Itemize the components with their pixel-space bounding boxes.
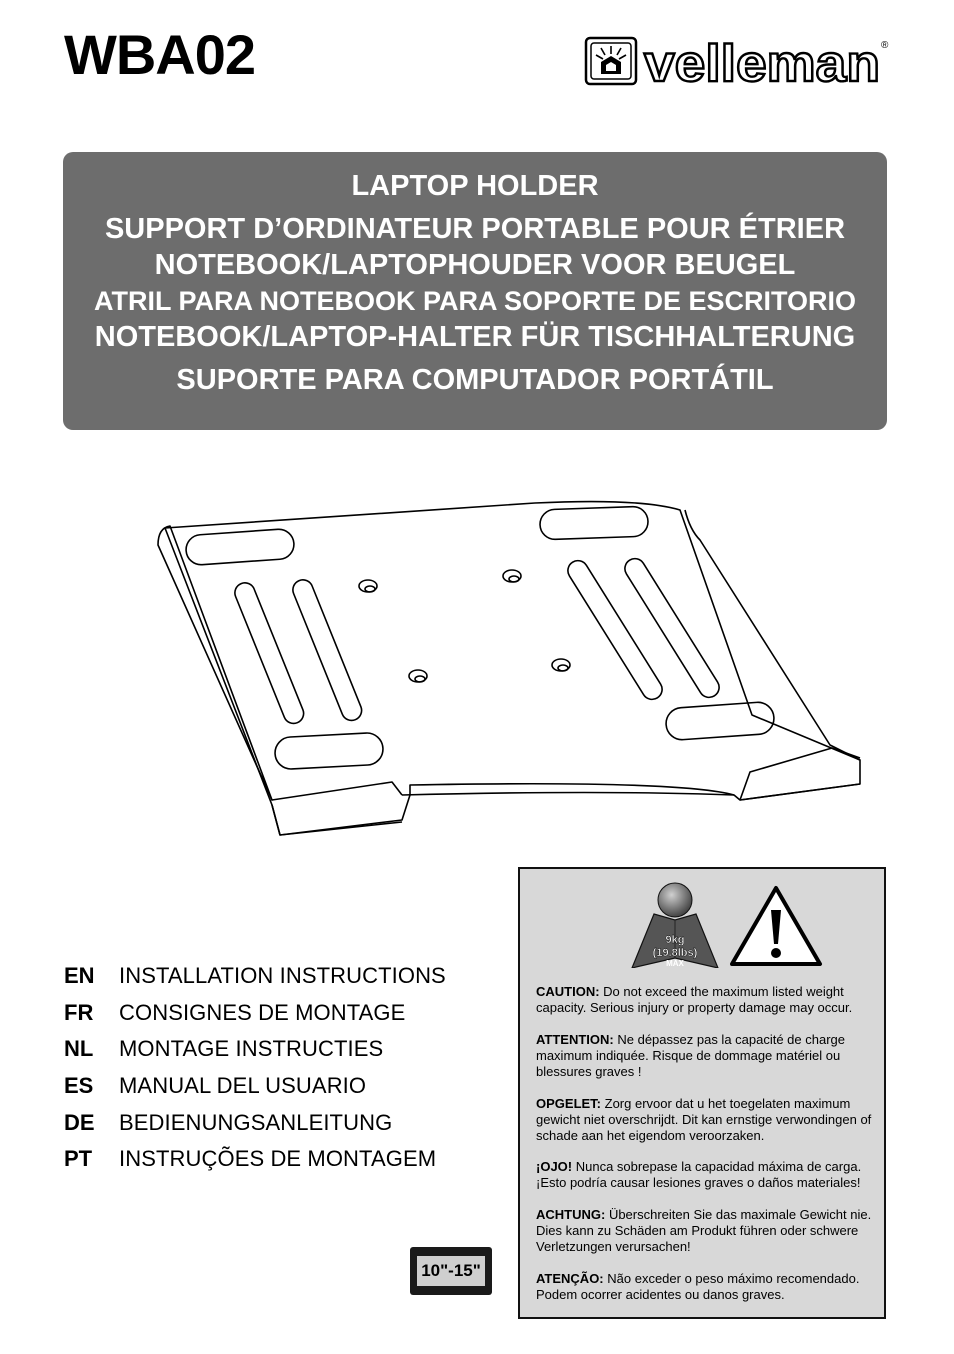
language-label: INSTALLATION INSTRUCTIONS — [119, 963, 446, 989]
title-line-en: LAPTOP HOLDER — [351, 170, 599, 202]
warning-de — [536, 1207, 881, 1255]
title-line-fr: SUPPORT D’ORDINATEUR PORTABLE POUR ÉTRIER — [104, 213, 846, 245]
warning-body: Nunca sobrepase la capacidad máxima de carga. ¡Esto podría causar lesiones graves o daños materiales! — [536, 1159, 862, 1190]
language-label: MONTAGE INSTRUCTIES — [119, 1036, 384, 1062]
title-line-de: NOTEBOOK/LAPTOP-HALTER FÜR TISCHHALTERUNG — [94, 321, 856, 353]
max-weight-icon — [630, 876, 720, 968]
warning-label: OPGELET: — [536, 1096, 602, 1111]
warning-label: ATENÇÃO: — [536, 1271, 604, 1286]
warning-panel — [518, 867, 886, 1319]
title-line-pt: SUPORTE PARA COMPUTADOR PORTÁTIL — [176, 364, 774, 396]
laptop-holder-illustration — [150, 490, 870, 840]
language-list — [64, 958, 446, 1178]
language-label: MANUAL DEL USUARIO — [119, 1073, 367, 1099]
title-line-es: ATRIL PARA NOTEBOOK PARA SOPORTE DE ESCRITORIO — [93, 286, 857, 316]
caution-triangle-icon — [728, 884, 824, 968]
registered-mark: ® — [881, 40, 889, 51]
screen-size-label: 10"-15" — [417, 1256, 485, 1286]
language-label: CONSIGNES DE MONTAGE — [119, 999, 406, 1025]
warning-label: ¡OJO! — [536, 1159, 573, 1174]
warning-body: Do not exceed the maximum listed weight capacity. Serious injury or property damage may occur. — [536, 984, 853, 1015]
title-banner — [63, 152, 887, 430]
warning-body: Zorg ervoor dat u het toegelaten maximum gewicht niet overschrijdt. Dit kan ernstige verwondingen of schade aan het eigendom veroorzaken. — [536, 1096, 872, 1143]
warning-nl — [536, 1096, 881, 1144]
title-line-nl: NOTEBOOK/LAPTOPHOUDER VOOR BEUGEL — [154, 249, 796, 281]
warning-body: Ne dépassez pas la capacité de charge maximum indiquée. Risque de dommage matériel ou blessures graves ! — [536, 1032, 846, 1079]
warning-body: Überschreiten Sie das maximale Gewicht nie. Dies kann zu Schäden am Produkt führen oder schwere Verletzungen verursachen! — [536, 1207, 872, 1254]
weight-max: MAX — [666, 959, 684, 968]
warning-fr — [536, 1032, 881, 1080]
language-row-nl — [64, 1031, 446, 1068]
warning-body: Não exceder o peso máximo recomendado. Podem ocorrer acidentes ou danos graves. — [536, 1271, 860, 1302]
language-row-en — [64, 958, 446, 995]
warning-en — [536, 984, 881, 1016]
language-row-es — [64, 1068, 446, 1105]
language-row-de — [64, 1104, 446, 1141]
warning-es — [536, 1159, 881, 1191]
weight-kg: 9kg — [665, 934, 685, 946]
language-code: NL — [64, 1036, 94, 1062]
language-row-pt — [64, 1141, 446, 1178]
language-label: INSTRUÇÕES DE MONTAGEM — [119, 1146, 437, 1172]
language-row-fr — [64, 995, 446, 1032]
language-label: BEDIENUNGSANLEITUNG — [119, 1109, 393, 1135]
weight-lbs: (19.8lbs) — [652, 947, 698, 959]
language-code: FR — [64, 999, 94, 1025]
warning-label: CAUTION: — [536, 984, 600, 999]
language-code: DE — [64, 1109, 95, 1135]
language-code: ES — [64, 1073, 94, 1099]
language-code: EN — [64, 963, 95, 989]
language-code: PT — [64, 1146, 93, 1172]
warning-pt — [536, 1271, 881, 1303]
warning-label: ATTENTION: — [536, 1032, 614, 1047]
brand-name: velleman — [644, 35, 880, 88]
screen-size-badge — [410, 1247, 492, 1295]
warning-label: ACHTUNG: — [536, 1207, 606, 1222]
velleman-logo — [584, 32, 894, 88]
model-number: WBA02 — [64, 23, 256, 86]
